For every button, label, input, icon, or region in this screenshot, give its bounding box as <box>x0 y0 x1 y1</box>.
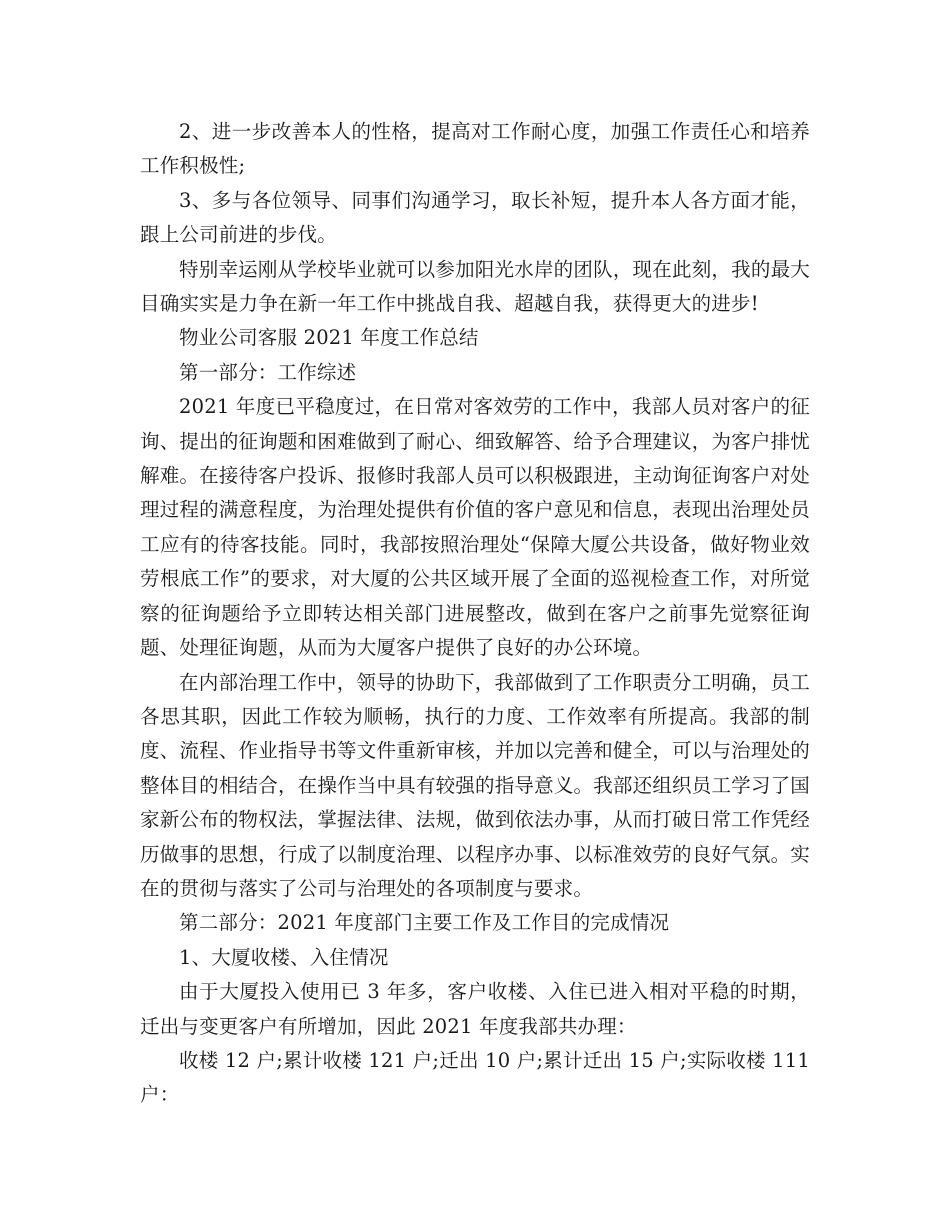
paragraph-communicate: 3、多与各位领导、同事们沟通学习，取长补短，提升本人各方面才能，跟上公司前进的步伐。 <box>140 188 810 247</box>
paragraph-internal-management: 在内部治理工作中，领导的协助下，我部做到了工作职责分工明确，员工各思其职，因此工作较为顺畅，执行的力度、工作效率有所提高。我部的制度、流程、作业指导书等文件重新审核，并加以完善和健全，可以与治理处的整体目的相结合，在操作当中具有较强的指导意义。我部还组织员工学习了国家新公布的物权法，掌握法律、法规，做到依法办事，从而打破日常工作凭经历做事的思想，行成了以制度治理、以程序办事、以标准效劳的良好气氛。实在的贯彻与落实了公司与治理处的各项制度与要求。 <box>140 670 810 900</box>
section-heading-part-one: 第一部分：工作综述 <box>179 360 357 384</box>
document-title: 物业公司客服 2021 年度工作总结 <box>179 326 479 350</box>
paragraph-move-in-status: 由于大厦投入使用已 3 年多，客户收楼、入住已进入相对平稳的时期，迁出与变更客户有所增加，因此 2021 年度我部共办理： <box>140 980 810 1038</box>
paragraph-work-overview: 2021 年度已平稳度过，在日常对客效劳的工作中，我部人员对客户的征询、提出的征询题和困难做到了耐心、细致解答、给予合理建议，为客户排忧解难。在接待客户投诉、报修时我部人员可以积极跟进，主动询征询客户对处理过程的满意程度，为治理处提供有价值的客户意见和信息，表现出治理处员工应有的待客技能。同时，我部按照治理处“保障大厦公共设备，做好物业效劳根底工作”的要求，对大厦的公共区域开展了全面的巡视检查工作，对所觉察的征询题给予立即转达相关部门进展整改，做到在客户之前事先觉察征询题、处理征询题，从而为大厦客户提供了良好的办公环境。 <box>140 395 810 660</box>
paragraph-goal: 特别幸运刚从学校毕业就可以参加阳光水岸的团队，现在此刻，我的最大目确实实是力争在新一年工作中挑战自我、超越自我，获得更大的进步! <box>140 257 810 316</box>
paragraph-move-in-stats: 收楼 12 户;累计收楼 121 户;迁出 10 户;累计迁出 15 户;实际收楼 111 户： <box>140 1048 810 1107</box>
paragraph-improve-character: 2、进一步改善本人的性格，提高对工作耐心度，加强工作责任心和培养工作积极性; <box>140 120 810 178</box>
section-heading-part-two: 第二部分：2021 年度部门主要工作及工作目的完成情况 <box>179 911 670 935</box>
subheading-move-in: 1、大厦收楼、入住情况 <box>179 945 389 969</box>
